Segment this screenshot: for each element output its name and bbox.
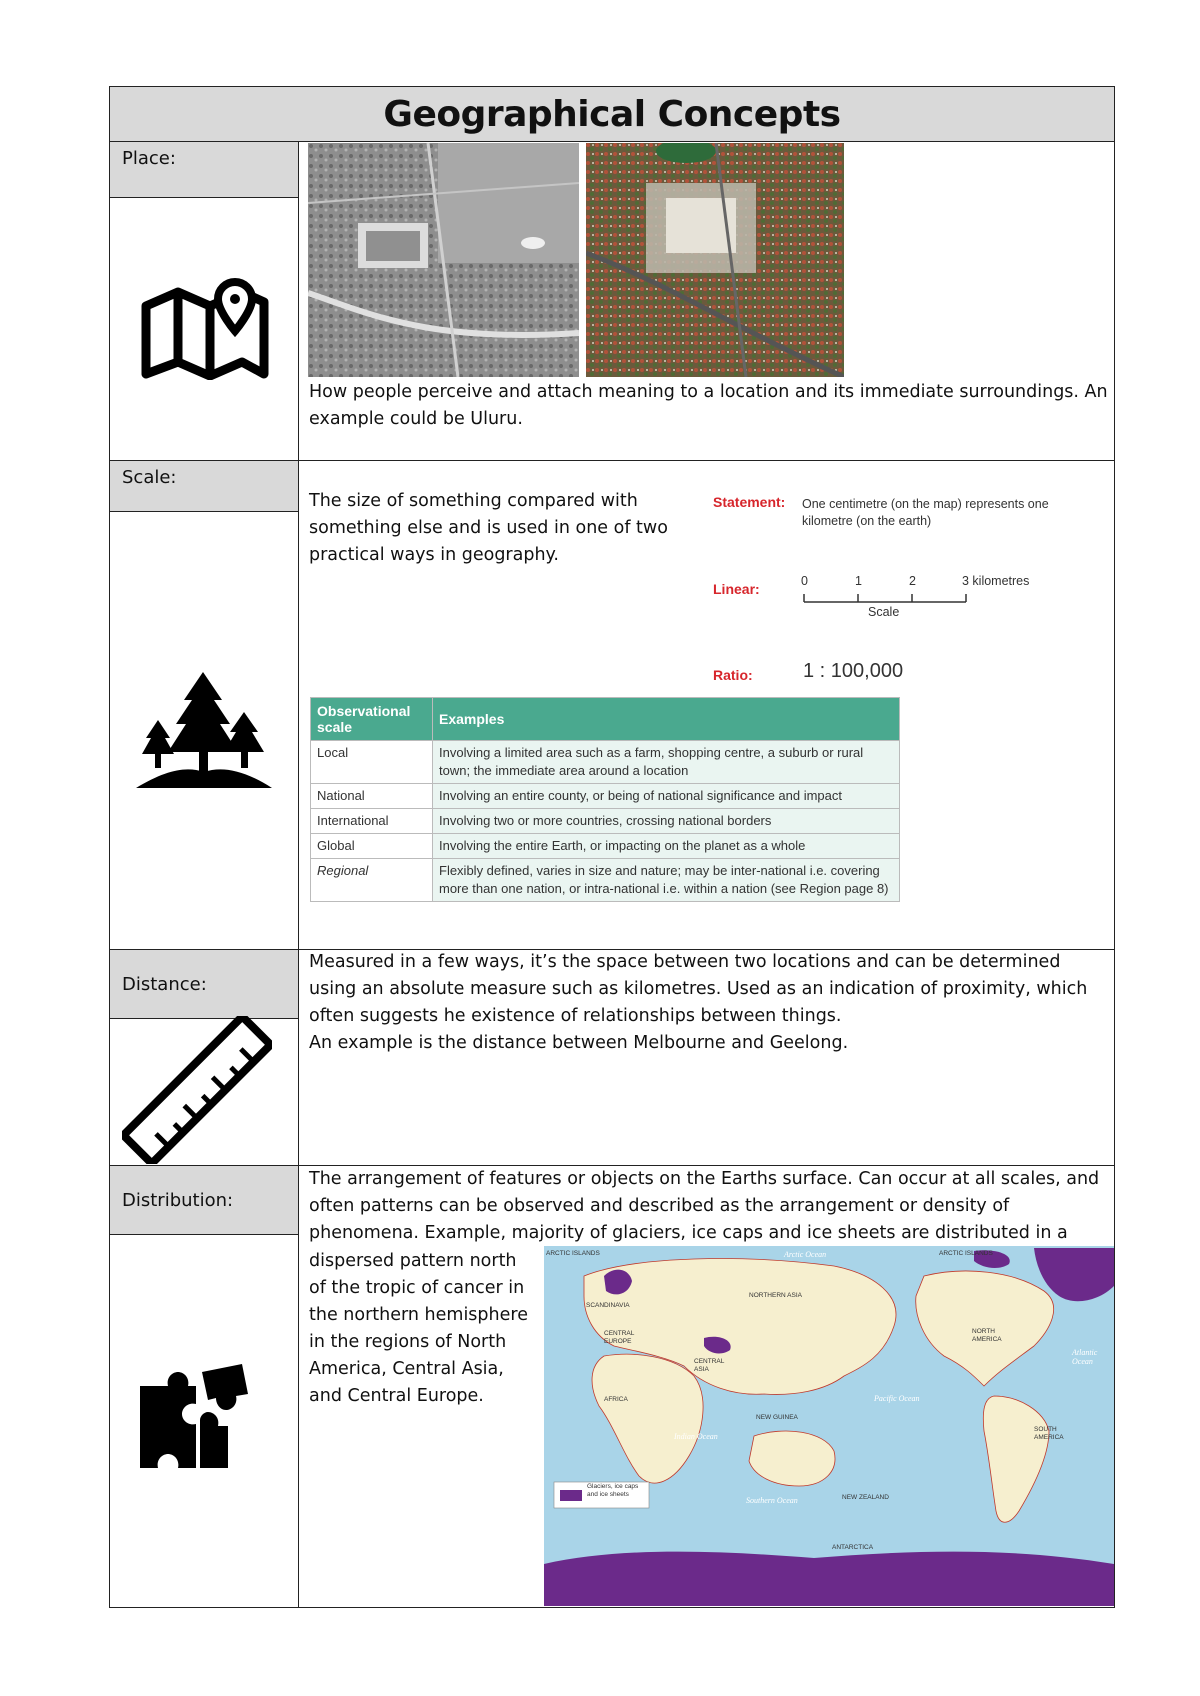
table-header-examples: Examples — [433, 698, 900, 741]
place-label: Place: — [109, 141, 299, 198]
linear-label: Linear: — [713, 581, 760, 597]
distribution-label — [109, 1165, 299, 1235]
map-label: NORTH AMERICA — [972, 1328, 1002, 1343]
table-cell-example: Involving the entire Earth, or impacting on the planet as a whole — [433, 834, 900, 859]
distribution-description-side: dispersed pattern north of the tropic of cancer in the northern hemisphere in the regions of North America, Central Asia, and Central Europe. — [309, 1251, 528, 1406]
map-label: CENTRAL ASIA — [694, 1358, 725, 1373]
map-label: CENTRAL EUROPE — [604, 1330, 635, 1345]
map-label: Atlantic Ocean — [1072, 1348, 1098, 1366]
table-cell-example: Involving two or more countries, crossing national borders — [433, 809, 900, 834]
table-cell-example: Involving a limited area such as a farm, shopping centre, a suburb or rural town; the immediate area around a location — [433, 741, 900, 784]
table-row — [311, 834, 900, 859]
observational-scale-table — [310, 697, 900, 902]
trees-icon — [136, 672, 272, 792]
table-row — [311, 784, 900, 809]
distance-label-text: Distance: — [122, 973, 207, 995]
table-row — [311, 741, 900, 784]
linear-tick-3: 3 kilometres — [962, 574, 1030, 588]
table-row — [311, 859, 900, 902]
distance-description: Measured in a few ways, it’s the space between two locations and can be determined using an absolute measure such as kilometres. Used as an indication of proximity, which often suggests he existence of relationships between things. — [309, 952, 1088, 1026]
table-cell-scale: National — [311, 784, 433, 809]
map-label: Southern Ocean — [746, 1496, 798, 1505]
map-label: Pacific Ocean — [874, 1394, 920, 1403]
map-label: AFRICA — [604, 1396, 628, 1403]
puzzle-icon — [138, 1364, 250, 1478]
table-cell-scale: Global — [311, 834, 433, 859]
glacier-world-map — [544, 1246, 1114, 1606]
linear-tick-2: 2 — [909, 574, 916, 588]
linear-tick-1: 1 — [855, 574, 862, 588]
title-row — [109, 86, 1115, 142]
linear-caption: Scale — [868, 605, 900, 619]
table-cell-scale: Regional — [311, 859, 433, 902]
table-header-row — [311, 698, 900, 741]
statement-label: Statement: — [713, 494, 786, 510]
aerial-photo-modern — [586, 143, 844, 377]
distance-label — [109, 949, 299, 1019]
map-label: SOUTH AMERICA — [1034, 1426, 1064, 1441]
ruler-icon — [122, 1016, 272, 1168]
page-title: Geographical Concepts — [383, 93, 841, 135]
map-label: NEW GUINEA — [756, 1414, 798, 1421]
map-label: NEW ZEALAND — [842, 1494, 889, 1501]
table-row — [311, 809, 900, 834]
table-cell-example: Involving an entire county, or being of national significance and impact — [433, 784, 900, 809]
table-cell-scale: Local — [311, 741, 433, 784]
map-label: Indian Ocean — [674, 1432, 718, 1441]
place-description: How people perceive and attach meaning to a location and its immediate surroundings. An example could be Uluru. — [309, 382, 1108, 429]
ratio-label: Ratio: — [713, 667, 753, 683]
distance-example: An example is the distance between Melbourne and Geelong. — [309, 1033, 849, 1053]
map-label: Arctic Ocean — [784, 1250, 827, 1259]
map-label: ANTARCTICA — [832, 1544, 874, 1551]
scale-description: The size of something compared with something else and is used in one of two practical ways in geography. — [309, 491, 668, 565]
linear-tick-0: 0 — [801, 574, 808, 588]
map-label: NORTHERN ASIA — [749, 1292, 802, 1299]
ratio-value: 1 : 100,000 — [803, 660, 904, 682]
map-legend-text: Glaciers, ice caps and ice sheets — [587, 1483, 639, 1498]
table-cell-example: Flexibly defined, varies in size and nature; may be inter-national i.e. covering more than one nation, or intra-national i.e. within a nation (see Region page 8) — [433, 859, 900, 902]
map-label: SCANDINAVIA — [586, 1302, 630, 1309]
distribution-label-text: Distribution: — [122, 1189, 234, 1211]
table-cell-scale: International — [311, 809, 433, 834]
map-label: ARCTIC ISLANDS — [546, 1250, 600, 1257]
table-header-scale: Observational scale — [311, 698, 433, 741]
distribution-description-top: The arrangement of features or objects on the Earths surface. Can occur at all scales, and often patterns can be observed and described as the arrangement or density of phenomena. Example, majority of glaciers, ice caps and ice sheets are distributed in a — [309, 1169, 1100, 1243]
scale-label: Scale: — [109, 460, 299, 512]
aerial-photo-historic — [308, 143, 579, 377]
statement-text: One centimetre (on the map) represents one kilometre (on the earth) — [802, 497, 1049, 528]
map-pin-icon — [140, 278, 270, 384]
map-label: ARCTIC ISLANDS — [939, 1250, 993, 1257]
